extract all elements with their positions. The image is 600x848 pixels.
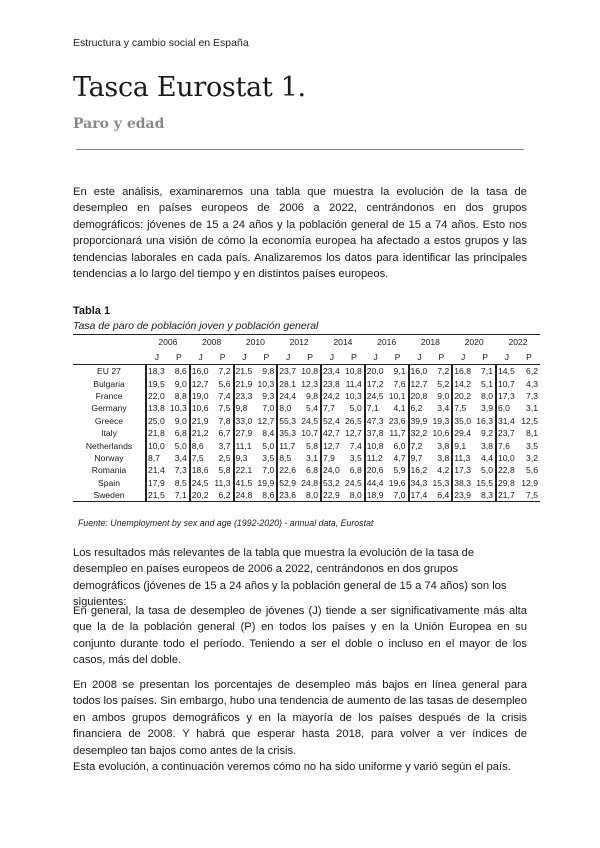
youth-rate-cell: 11,7 <box>277 439 299 451</box>
page-title: Tasca Eurostat 1. <box>73 72 306 103</box>
table-row <box>73 427 540 439</box>
youth-column-header: J <box>277 349 299 365</box>
results-intro-paragraph: Los resultados más relevantes de la tabla que muestra la evolución de la tasa de desempleo en países europeos de 2006 a 2022, centrándonos en dos grupos demográficos (jóvenes de 15 a 24 años y la población general de 15 a 74 años) son los siguientes: <box>73 547 507 609</box>
youth-rate-cell: 8,5 <box>277 452 299 464</box>
youth-rate-cell: 24,2 <box>321 390 343 402</box>
youth-rate-cell: 7,1 <box>365 402 387 414</box>
general-rate-cell: 7,2 <box>218 366 231 377</box>
general-rate-cell: 8,3 <box>474 489 496 502</box>
year-header: 2006 <box>146 335 190 350</box>
youth-column-header: J <box>365 349 387 365</box>
youth-rate-cell: 29,8 <box>496 477 518 489</box>
country-cell: Greece <box>94 415 124 426</box>
general-column-header: P <box>474 349 496 365</box>
general-rate-cell: 2,5 <box>218 452 231 463</box>
youth-rate-cell: 12,7 <box>190 377 212 389</box>
general-rate-cell: 8,1 <box>526 428 538 439</box>
youth-column-header: J <box>234 349 256 365</box>
general-rate-cell: 4,1 <box>393 403 406 414</box>
youth-column-header: J <box>146 349 168 365</box>
general-rate-cell: 3,8 <box>437 452 450 463</box>
general-rate-cell: 9,8 <box>262 366 275 377</box>
general-rate-cell: 3,5 <box>526 440 538 451</box>
general-rate-cell: 7,3 <box>526 390 538 401</box>
youth-rate-cell: 31,4 <box>496 415 518 427</box>
general-rate-cell: 5,0 <box>262 440 275 451</box>
youth-rate-cell: 17,3 <box>452 464 474 476</box>
youth-rate-cell: 16,2 <box>409 464 431 476</box>
year-header: 2016 <box>365 335 409 350</box>
youth-rate-cell: 44,4 <box>365 477 387 489</box>
youth-rate-cell: 21,4 <box>146 464 168 476</box>
general-rate-cell: 4,7 <box>393 452 406 463</box>
youth-rate-cell: 24,8 <box>234 489 256 502</box>
general-rate-cell: 15,5 <box>476 477 493 488</box>
general-rate-cell: 6,2 <box>212 489 234 502</box>
table-label: Tabla 1 <box>73 305 111 317</box>
general-column-header: P <box>518 349 540 365</box>
youth-rate-cell: 24,0 <box>321 464 343 476</box>
youth-rate-cell: 6,2 <box>409 402 431 414</box>
general-rate-cell: 5,6 <box>526 465 538 476</box>
youth-rate-cell: 17,3 <box>496 390 518 402</box>
general-rate-cell: 5,0 <box>174 440 187 451</box>
crisis-paragraph <box>73 677 527 775</box>
youth-rate-cell: 11,3 <box>452 452 474 464</box>
youth-rate-cell: 8,6 <box>190 439 212 451</box>
youth-rate-cell: 8,0 <box>277 402 299 414</box>
general-rate-cell: 5,4 <box>306 403 318 414</box>
youth-rate-cell: 21,9 <box>190 415 212 427</box>
general-rate-cell: 3,7 <box>218 440 231 451</box>
country-cell: Netherlands <box>85 440 133 451</box>
crisis-paragraph-text: En 2008 se presentan los porcentajes de desempleo más bajos en línea general para todos los países. Sin embargo, hubo una tendencia de aumento de las tasas de desempleo en ambos grupos demográficos y en la mayoría de los países después de la crisis financiera de 2008. Y habrá que esperar hasta 2018, para volver a ver índices de desempleo tan bajos como antes de la crisis. <box>73 679 527 757</box>
year-header: 2020 <box>452 335 496 350</box>
table-row <box>73 365 540 378</box>
general-rate-cell: 10,7 <box>301 428 318 439</box>
general-rate-cell: 9,3 <box>262 390 275 401</box>
year-header: 2018 <box>409 335 453 350</box>
youth-rate-cell: 23,7 <box>496 427 518 439</box>
youth-rate-cell: 16,0 <box>409 365 431 378</box>
youth-column-header: J <box>321 349 343 365</box>
general-rate-cell: 10,6 <box>432 428 450 439</box>
youth-rate-cell: 23,4 <box>321 365 343 378</box>
general-rate-cell: 11,4 <box>345 378 362 389</box>
youth-column-header: J <box>409 349 431 365</box>
general-rate-cell: 6,8 <box>349 465 362 476</box>
youth-rate-cell: 34,3 <box>409 477 431 489</box>
youth-rate-cell: 20,8 <box>409 390 431 402</box>
youth-rate-cell: 21,5 <box>234 365 256 378</box>
general-rate-cell: 7,1 <box>481 366 493 377</box>
general-rate-cell: 19,9 <box>257 477 275 488</box>
general-rate-cell: 7,2 <box>437 366 450 377</box>
youth-rate-cell: 14,5 <box>496 365 518 378</box>
country-cell: Germany <box>91 403 127 414</box>
general-rate-cell: 8,5 <box>174 477 187 488</box>
youth-rate-cell: 9,3 <box>234 452 256 464</box>
general-rate-cell: 10,8 <box>345 366 362 377</box>
general-rate-cell: 5,8 <box>218 465 231 476</box>
general-rate-cell: 11,3 <box>214 477 231 488</box>
year-header: 2008 <box>190 335 234 350</box>
youth-column-header: J <box>452 349 474 365</box>
general-column-header: P <box>343 349 365 365</box>
country-cell: Bulgaria <box>93 378 125 389</box>
youth-rate-cell: 7,6 <box>496 439 518 451</box>
crisis-paragraph-conclusion: Esta evolución, a continuación veremos cómo no ha sido uniforme y varió según el país. <box>73 761 511 774</box>
general-rate-cell: 7,4 <box>218 390 231 401</box>
general-rate-cell: 7,4 <box>349 440 362 451</box>
year-header: 2022 <box>496 335 540 350</box>
youth-rate-cell: 23,7 <box>277 365 299 378</box>
general-column-header: P <box>430 349 452 365</box>
youth-rate-cell: 16,0 <box>190 365 212 378</box>
youth-rate-cell: 9,1 <box>452 439 474 451</box>
general-rate-cell: 24,5 <box>301 415 318 426</box>
general-rate-cell: 5,8 <box>306 440 318 451</box>
youth-rate-cell: 41,5 <box>234 477 256 489</box>
general-rate-cell: 8,6 <box>255 489 277 502</box>
general-rate-cell: 6,2 <box>526 366 538 377</box>
general-rate-cell: 11,7 <box>389 428 406 439</box>
general-rate-cell: 8,0 <box>481 390 493 401</box>
youth-rate-cell: 53,2 <box>321 477 343 489</box>
youth-rate-cell: 29,4 <box>452 427 474 439</box>
general-rate-cell: 8,0 <box>343 489 365 502</box>
country-cell: Norway <box>94 452 124 463</box>
youth-rate-cell: 10,7 <box>496 377 518 389</box>
general-rate-cell: 3,1 <box>306 452 318 463</box>
table-row <box>73 439 540 451</box>
general-rate-cell: 7,0 <box>387 489 409 502</box>
general-rate-cell: 3,4 <box>437 403 450 414</box>
general-rate-cell: 23,6 <box>388 415 406 426</box>
youth-rate-cell: 22,9 <box>321 489 343 502</box>
country-cell: EU 27 <box>97 366 121 377</box>
general-rate-cell: 12,3 <box>301 378 318 389</box>
country-cell: Italy <box>101 428 117 439</box>
youth-rate-cell: 21,5 <box>146 489 168 502</box>
general-rate-cell: 7,5 <box>518 489 540 502</box>
youth-rate-cell: 18,3 <box>146 365 168 378</box>
youth-rate-cell: 14,2 <box>452 377 474 389</box>
general-rate-cell: 7,8 <box>218 415 231 426</box>
youth-rate-cell: 52,9 <box>277 477 299 489</box>
table-caption: Tasa de paro de población joven y población general <box>73 320 319 332</box>
youth-rate-cell: 12,7 <box>409 377 431 389</box>
general-rate-cell: 9,0 <box>437 390 450 401</box>
general-rate-cell: 6,8 <box>306 465 318 476</box>
youth-rate-cell: 22,0 <box>146 390 168 402</box>
youth-rate-cell: 52,4 <box>321 415 343 427</box>
general-rate-cell: 12,7 <box>345 428 362 439</box>
youth-rate-cell: 10,0 <box>496 452 518 464</box>
table-row <box>73 402 540 414</box>
general-rate-cell: 3,4 <box>174 452 187 463</box>
youth-rate-cell: 20,6 <box>365 464 387 476</box>
youth-column-header: J <box>496 349 518 365</box>
general-rate-cell: 5,1 <box>481 378 493 389</box>
general-rate-cell: 8,6 <box>174 366 187 377</box>
general-rate-cell: 16,3 <box>476 415 493 426</box>
table-source: Fuente: Unemployment by sex and age (1992-2020) - annual data, Eurostat <box>78 518 374 528</box>
youth-rate-cell: 21,2 <box>190 427 212 439</box>
general-rate-cell: 10,1 <box>388 390 406 401</box>
youth-rate-cell: 17,2 <box>365 377 387 389</box>
youth-rate-cell: 35,3 <box>277 427 299 439</box>
general-rate-cell: 19,6 <box>388 477 406 488</box>
general-rate-cell: 4,4 <box>481 452 493 463</box>
youth-rate-cell: 35,0 <box>452 415 474 427</box>
general-rate-cell: 3,9 <box>481 403 493 414</box>
youth-rate-cell: 7,5 <box>452 402 474 414</box>
table-row <box>73 377 540 389</box>
general-rate-cell: 9,8 <box>306 390 318 401</box>
country-cell: Romania <box>91 465 127 476</box>
youth-rate-cell: 32,2 <box>409 427 431 439</box>
youth-rate-cell: 9,8 <box>234 402 256 414</box>
general-rate-cell: 3,5 <box>349 452 362 463</box>
general-rate-cell: 9,2 <box>481 428 493 439</box>
general-rate-cell: 7,6 <box>393 378 406 389</box>
country-subheader <box>73 349 146 365</box>
general-rate-cell: 6,0 <box>393 440 406 451</box>
general-rate-cell: 8,4 <box>262 428 275 439</box>
youth-rate-cell: 22,8 <box>496 464 518 476</box>
unemployment-table <box>73 334 540 502</box>
youth-rate-cell: 47,3 <box>365 415 387 427</box>
youth-rate-cell: 21,8 <box>146 427 168 439</box>
table-row <box>73 477 540 489</box>
youth-rate-cell: 55,3 <box>277 415 299 427</box>
country-cell: Sweden <box>73 489 146 502</box>
general-rate-cell: 3,1 <box>526 403 538 414</box>
general-rate-cell: 7,0 <box>262 403 275 414</box>
table-row <box>73 415 540 427</box>
youth-rate-cell: 10,6 <box>190 402 212 414</box>
youth-rate-cell: 20,2 <box>452 390 474 402</box>
youth-rate-cell: 22,6 <box>277 464 299 476</box>
youth-rate-cell: 10,8 <box>365 439 387 451</box>
youth-rate-cell: 38,3 <box>452 477 474 489</box>
general-rate-cell: 7,5 <box>218 403 231 414</box>
general-rate-cell: 10,8 <box>301 366 318 377</box>
general-rate-cell: 3,5 <box>262 452 275 463</box>
general-rate-cell: 3,2 <box>526 452 538 463</box>
general-column-header: P <box>212 349 234 365</box>
general-rate-cell: 3,8 <box>481 440 493 451</box>
general-rate-cell: 5,0 <box>349 403 362 414</box>
youth-rate-cell: 7,7 <box>321 402 343 414</box>
youth-rate-cell: 13,8 <box>146 402 168 414</box>
table-row <box>73 489 540 502</box>
general-column-header: P <box>255 349 277 365</box>
general-rate-cell: 5,6 <box>218 378 231 389</box>
youth-rate-cell: 18,6 <box>190 464 212 476</box>
general-column-header: P <box>387 349 409 365</box>
general-rate-cell: 10,3 <box>257 378 275 389</box>
youth-rate-cell: 23,8 <box>321 377 343 389</box>
general-rate-cell: 9,0 <box>174 378 187 389</box>
general-rate-cell: 5,9 <box>393 465 406 476</box>
table-row <box>73 390 540 402</box>
youth-rate-cell: 23,9 <box>452 489 474 502</box>
youth-rate-cell: 6,0 <box>496 402 518 414</box>
youth-rate-cell: 19,5 <box>146 377 168 389</box>
intro-paragraph: En este análisis, examinaremos una tabla que muestra la evolución de la tasa de desempleo en países europeos de 2006 a 2022, centrándonos en dos grupos demográficos: jóvenes de 15 a 24 años y la población general de 15 a 74 años. Esto nos proporcionará una visión de cómo la economía europea ha afectado a estos grupos y las tendencias laborales en cada país. Analizaremos los datos para identificar las principales tendencias a lo largo del tiempo y en distintos países europeos. <box>73 186 527 281</box>
general-rate-cell: 7,1 <box>168 489 190 502</box>
unemployment-table-container <box>73 334 540 502</box>
general-rate-cell: 19,3 <box>432 415 450 426</box>
youth-rate-cell: 9,7 <box>409 452 431 464</box>
page-subtitle: Paro y edad <box>73 116 165 132</box>
youth-rate-cell: 42,7 <box>321 427 343 439</box>
youth-rate-cell: 10,0 <box>146 439 168 451</box>
youth-rate-cell: 20,2 <box>190 489 212 502</box>
general-rate-cell: 6,7 <box>218 428 231 439</box>
youth-rate-cell: 12,7 <box>321 439 343 451</box>
general-trend-paragraph: En general, la tasa de desempleo de jóvenes (J) tiende a ser significativamente más alta que la de la población general (P) en todos los países y en la Unión Europea en su conjunto durante todo el período. Teniendo a ser el doble o incluso en el mayor de los casos, más del doble. <box>73 605 527 667</box>
youth-rate-cell: 23,3 <box>234 390 256 402</box>
youth-rate-cell: 19,0 <box>190 390 212 402</box>
general-rate-cell: 4,2 <box>437 465 450 476</box>
general-rate-cell: 24,5 <box>345 477 362 488</box>
general-rate-cell: 3,8 <box>437 440 450 451</box>
youth-rate-cell: 39,9 <box>409 415 431 427</box>
general-rate-cell: 10,3 <box>345 390 362 401</box>
general-rate-cell: 5,0 <box>481 465 493 476</box>
table-row <box>73 452 540 464</box>
youth-rate-cell: 28,1 <box>277 377 299 389</box>
youth-rate-cell: 7,2 <box>409 439 431 451</box>
general-rate-cell: 9,1 <box>393 366 406 377</box>
youth-column-header: J <box>190 349 212 365</box>
table-body <box>73 365 540 502</box>
year-header: 2012 <box>277 335 321 350</box>
youth-rate-cell: 24,5 <box>365 390 387 402</box>
youth-rate-cell: 21,7 <box>496 489 518 502</box>
youth-rate-cell: 22,1 <box>234 464 256 476</box>
table-group-header-row <box>73 349 540 365</box>
year-header: 2010 <box>234 335 278 350</box>
youth-rate-cell: 25,0 <box>146 415 168 427</box>
youth-rate-cell: 20,0 <box>365 365 387 378</box>
general-rate-cell: 12,9 <box>521 477 538 488</box>
youth-rate-cell: 17,4 <box>409 489 431 502</box>
youth-rate-cell: 24,4 <box>277 390 299 402</box>
general-rate-cell: 5,2 <box>437 378 450 389</box>
general-rate-cell: 8,0 <box>299 489 321 502</box>
general-rate-cell: 7,0 <box>262 465 275 476</box>
table-year-header-row <box>73 335 540 350</box>
running-header: Estructura y cambio social en España <box>73 37 249 49</box>
country-cell: Spain <box>98 477 120 488</box>
general-rate-cell: 10,3 <box>170 403 187 414</box>
youth-rate-cell: 27,9 <box>234 427 256 439</box>
general-rate-cell: 6,8 <box>174 428 187 439</box>
general-rate-cell: 26,5 <box>345 415 362 426</box>
youth-rate-cell: 17,9 <box>146 477 168 489</box>
general-rate-cell: 4,3 <box>526 378 538 389</box>
youth-rate-cell: 7,5 <box>190 452 212 464</box>
youth-rate-cell: 8,7 <box>146 452 168 464</box>
country-header <box>73 335 146 350</box>
general-rate-cell: 9,0 <box>174 415 187 426</box>
year-header: 2014 <box>321 335 365 350</box>
youth-rate-cell: 33,0 <box>234 415 256 427</box>
youth-rate-cell: 7,9 <box>321 452 343 464</box>
general-rate-cell: 7,3 <box>174 465 187 476</box>
youth-rate-cell: 18,9 <box>365 489 387 502</box>
youth-rate-cell: 37,8 <box>365 427 387 439</box>
country-cell: France <box>95 390 123 401</box>
general-rate-cell: 24,8 <box>301 477 318 488</box>
general-rate-cell: 12,7 <box>257 415 275 426</box>
general-rate-cell: 8,8 <box>174 390 187 401</box>
youth-rate-cell: 11,2 <box>365 452 387 464</box>
general-rate-cell: 12,5 <box>521 415 538 426</box>
youth-rate-cell: 24,5 <box>190 477 212 489</box>
general-rate-cell: 15,3 <box>432 477 450 488</box>
table-row <box>73 464 540 476</box>
general-column-header: P <box>299 349 321 365</box>
general-rate-cell: 6,4 <box>430 489 452 502</box>
general-column-header: P <box>168 349 190 365</box>
youth-rate-cell: 21,9 <box>234 377 256 389</box>
youth-rate-cell: 16,8 <box>452 365 474 378</box>
title-divider <box>76 149 524 150</box>
youth-rate-cell: 23,6 <box>277 489 299 502</box>
youth-rate-cell: 11,1 <box>234 439 256 451</box>
